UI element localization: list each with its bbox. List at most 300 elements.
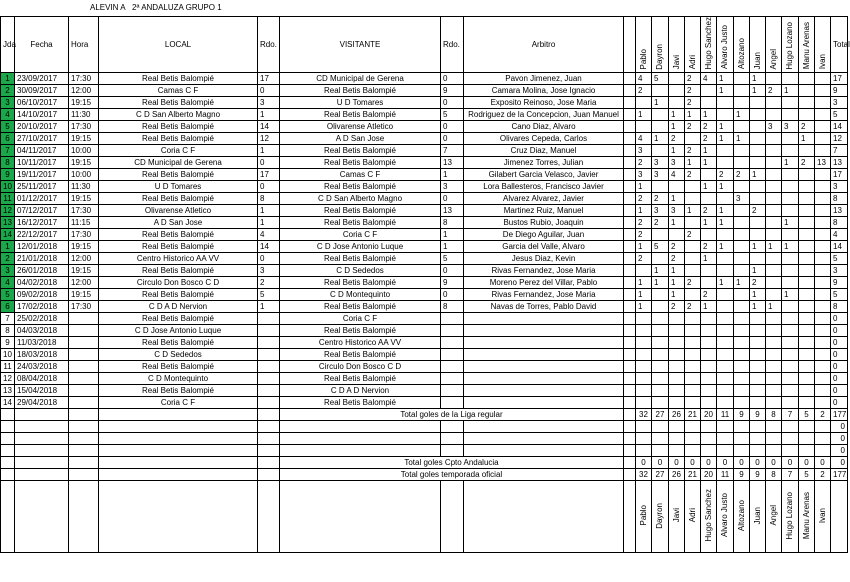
goals-cell: 1 xyxy=(750,241,766,253)
goals-cell xyxy=(766,217,782,229)
referee-cell: Olivares Cepeda, Carlos xyxy=(464,133,624,145)
goals-cell: 1 xyxy=(782,85,799,97)
goals-cell xyxy=(766,157,782,169)
goals-cell xyxy=(636,349,652,361)
empty-cell xyxy=(782,445,799,457)
goals-cell xyxy=(815,109,831,121)
goals-cell xyxy=(717,157,734,169)
goals-cell: 1 xyxy=(750,169,766,181)
goals-cell xyxy=(782,337,799,349)
visitor-team-cell: Real Betis Balompié xyxy=(280,109,441,121)
referee-cell: Exposito Reinoso, Jose Maria xyxy=(464,97,624,109)
row-total-cell: 0 xyxy=(831,349,848,361)
goals-cell: 2 xyxy=(685,85,701,97)
referee-cell: Gilabert Garcia Velasco, Javier xyxy=(464,169,624,181)
empty-cell xyxy=(258,421,280,433)
goals-cell: 1 xyxy=(717,205,734,217)
goals-cell xyxy=(815,169,831,181)
match-row xyxy=(1,289,848,301)
local-team-cell: Real Betis Balompié xyxy=(99,361,258,373)
goals-cell: 1 xyxy=(652,97,669,109)
goals-cell xyxy=(799,277,815,289)
col-player-10-label: Manu Arenas xyxy=(801,22,811,70)
referee-cell: Bustos Rubio, Joaquin xyxy=(464,217,624,229)
goals-cell xyxy=(685,337,701,349)
local-team-cell: CD Municipal de Gerena xyxy=(99,157,258,169)
empty-cell xyxy=(669,445,685,457)
match-table xyxy=(0,16,848,553)
match-row xyxy=(1,157,848,169)
goals-cell: 1 xyxy=(701,145,717,157)
goals-cell xyxy=(750,121,766,133)
visitor-score-cell xyxy=(441,373,464,385)
goals-cell xyxy=(734,313,750,325)
empty-cell xyxy=(258,433,280,445)
goals-cell xyxy=(685,217,701,229)
goals-cell xyxy=(652,313,669,325)
goals-cell xyxy=(652,301,669,313)
goals-cell: 1 xyxy=(701,301,717,313)
visitor-score-cell: 13 xyxy=(441,205,464,217)
goals-cell xyxy=(750,373,766,385)
goals-cell: 1 xyxy=(669,217,685,229)
goals-cell: 2 xyxy=(636,157,652,169)
goals-cell xyxy=(799,337,815,349)
goals-cell xyxy=(652,325,669,337)
empty-cell xyxy=(441,433,464,445)
goals-cell xyxy=(750,109,766,121)
goals-cell xyxy=(669,313,685,325)
empty-cell xyxy=(624,217,636,229)
footer-player-9 xyxy=(782,481,799,553)
jornada-cell: 6 xyxy=(1,301,15,313)
row-total-cell: 3 xyxy=(831,265,848,277)
goals-cell: 2 xyxy=(636,193,652,205)
goals-cell xyxy=(701,313,717,325)
goals-cell xyxy=(750,145,766,157)
visitor-score-cell: 0 xyxy=(441,265,464,277)
referee-cell: Moreno Perez del Villar, Pablo xyxy=(464,277,624,289)
match-row xyxy=(1,97,848,109)
empty-cell xyxy=(1,469,15,481)
empty-cell xyxy=(1,409,15,421)
goals-cell xyxy=(734,337,750,349)
total-goals-cell: 9 xyxy=(734,469,750,481)
goals-cell xyxy=(652,121,669,133)
goals-cell xyxy=(669,85,685,97)
col-player-9-label: Hugo Lozano xyxy=(785,21,794,70)
local-score-cell: 17 xyxy=(258,169,280,181)
empty-cell xyxy=(15,481,69,553)
empty-cell xyxy=(624,421,636,433)
empty-cell xyxy=(69,457,99,469)
local-team-cell: Circulo Don Bosco C D xyxy=(99,277,258,289)
visitor-team-cell: Olivarense Atletico xyxy=(280,121,441,133)
jornada-cell: 13 xyxy=(1,385,15,397)
col-player-6-label: Altozano xyxy=(736,38,746,70)
goals-cell xyxy=(782,205,799,217)
local-team-cell: C D A D Nervion xyxy=(99,301,258,313)
goals-cell: 2 xyxy=(669,133,685,145)
jornada-cell: 8 xyxy=(1,157,15,169)
goals-cell xyxy=(717,313,734,325)
goals-cell xyxy=(750,313,766,325)
col-rdo-local: Rdo. xyxy=(258,17,280,73)
col-player-8-label: Angel xyxy=(768,49,778,70)
empty-cell xyxy=(766,445,782,457)
local-team-cell: Real Betis Balompié xyxy=(99,97,258,109)
goals-cell xyxy=(717,289,734,301)
empty-cell xyxy=(652,421,669,433)
referee-cell: Cruz Diaz, Manuel xyxy=(464,145,624,157)
local-team-cell: Real Betis Balompié xyxy=(99,385,258,397)
empty-cell xyxy=(624,349,636,361)
visitor-score-cell xyxy=(441,385,464,397)
jornada-cell: 2 xyxy=(1,85,15,97)
goals-cell: 1 xyxy=(750,85,766,97)
local-score-cell: 1 xyxy=(258,205,280,217)
hora-cell: 19:15 xyxy=(69,157,99,169)
match-row xyxy=(1,277,848,289)
goals-cell: 1 xyxy=(685,157,701,169)
visitor-team-cell: Real Betis Balompié xyxy=(280,397,441,409)
goals-cell: 2 xyxy=(685,73,701,85)
goals-cell xyxy=(636,397,652,409)
local-score-cell: 0 xyxy=(258,181,280,193)
row-total-cell: 0 xyxy=(831,313,848,325)
goals-cell xyxy=(799,397,815,409)
goals-cell xyxy=(669,373,685,385)
goals-cell xyxy=(766,205,782,217)
visitor-team-cell: Real Betis Balompié xyxy=(280,373,441,385)
empty-cell xyxy=(799,433,815,445)
col-player-7 xyxy=(750,17,766,73)
goals-cell: 1 xyxy=(669,109,685,121)
goals-cell xyxy=(717,397,734,409)
footer-player-6-label: Altozano xyxy=(736,499,746,532)
goals-cell: 1 xyxy=(782,217,799,229)
goals-cell xyxy=(782,169,799,181)
goals-cell: 1 xyxy=(717,217,734,229)
total-goals-cell: 9 xyxy=(750,409,766,421)
goals-cell xyxy=(750,361,766,373)
goals-cell xyxy=(766,325,782,337)
local-score-cell xyxy=(258,349,280,361)
goals-cell xyxy=(652,385,669,397)
col-local: LOCAL xyxy=(99,17,258,73)
goals-cell: 2 xyxy=(636,85,652,97)
goals-cell: 2 xyxy=(636,217,652,229)
goals-cell xyxy=(717,301,734,313)
empty-cell xyxy=(99,457,258,469)
hora-cell: 11:30 xyxy=(69,181,99,193)
goals-cell xyxy=(815,361,831,373)
row-total-cell: 7 xyxy=(831,145,848,157)
footer-player-11 xyxy=(815,481,831,553)
goals-cell: 2 xyxy=(701,121,717,133)
goals-cell xyxy=(750,157,766,169)
fecha-cell: 08/04/2018 xyxy=(15,373,69,385)
local-score-cell: 5 xyxy=(258,289,280,301)
empty-cell xyxy=(1,421,15,433)
visitor-score-cell: 5 xyxy=(441,253,464,265)
hora-cell: 12:00 xyxy=(69,253,99,265)
goals-cell xyxy=(799,73,815,85)
goals-cell xyxy=(782,361,799,373)
total-goals-cell: 0 xyxy=(717,457,734,469)
empty-cell xyxy=(624,361,636,373)
empty-cell xyxy=(69,409,99,421)
jornada-cell: 7 xyxy=(1,145,15,157)
goals-cell xyxy=(734,289,750,301)
goals-cell xyxy=(815,325,831,337)
goals-cell: 2 xyxy=(652,217,669,229)
goals-cell: 2 xyxy=(685,145,701,157)
goals-cell: 5 xyxy=(652,73,669,85)
goals-cell xyxy=(669,337,685,349)
row-total-cell: 17 xyxy=(831,73,848,85)
blank-total-cell: 0 xyxy=(831,445,848,457)
fecha-cell: 11/03/2018 xyxy=(15,337,69,349)
total-goals-cell: 27 xyxy=(652,409,669,421)
match-row xyxy=(1,205,848,217)
fecha-cell: 16/12/2017 xyxy=(15,217,69,229)
goals-cell: 2 xyxy=(701,241,717,253)
col-player-4 xyxy=(701,17,717,73)
local-score-cell: 1 xyxy=(258,109,280,121)
total-goals-cell: 0 xyxy=(750,457,766,469)
hora-cell xyxy=(69,397,99,409)
liga-totals-row-label: Total goles de la Liga regular xyxy=(280,409,624,421)
empty-cell xyxy=(766,421,782,433)
goals-cell xyxy=(734,97,750,109)
visitor-score-cell: 0 xyxy=(441,121,464,133)
referee-cell xyxy=(464,337,624,349)
empty-cell xyxy=(624,253,636,265)
goals-cell: 1 xyxy=(701,253,717,265)
empty-cell xyxy=(69,445,99,457)
goals-cell xyxy=(766,373,782,385)
jornada-cell: 12 xyxy=(1,205,15,217)
goals-cell xyxy=(701,277,717,289)
total-goals-cell: 0 xyxy=(701,457,717,469)
goals-cell: 1 xyxy=(636,109,652,121)
goals-cell xyxy=(669,73,685,85)
empty-cell xyxy=(441,445,464,457)
local-score-cell: 1 xyxy=(258,217,280,229)
jornada-cell: 14 xyxy=(1,397,15,409)
row-total-cell: 9 xyxy=(831,277,848,289)
goals-cell: 3 xyxy=(652,157,669,169)
total-goals-cell: 0 xyxy=(636,457,652,469)
referee-cell xyxy=(464,325,624,337)
empty-cell xyxy=(15,469,69,481)
empty-cell xyxy=(624,109,636,121)
col-player-1-label: Dayron xyxy=(655,43,664,70)
goals-cell xyxy=(685,385,701,397)
goals-cell: 2 xyxy=(717,169,734,181)
visitor-score-cell: 7 xyxy=(441,145,464,157)
visitor-team-cell: Real Betis Balompié xyxy=(280,253,441,265)
empty-cell xyxy=(624,241,636,253)
local-score-cell: 1 xyxy=(258,301,280,313)
referee-cell: Cano Diaz, Alvaro xyxy=(464,121,624,133)
goals-cell xyxy=(685,313,701,325)
empty-cell xyxy=(464,481,624,553)
goals-cell: 1 xyxy=(782,289,799,301)
visitor-score-cell: 0 xyxy=(441,133,464,145)
local-score-cell: 12 xyxy=(258,133,280,145)
goals-cell xyxy=(766,397,782,409)
goals-cell xyxy=(701,373,717,385)
empty-cell xyxy=(280,481,441,553)
goals-cell xyxy=(766,289,782,301)
local-score-cell xyxy=(258,313,280,325)
hora-cell xyxy=(69,349,99,361)
goals-cell: 2 xyxy=(799,157,815,169)
hora-cell: 17:30 xyxy=(69,73,99,85)
goals-cell xyxy=(636,121,652,133)
goals-cell: 1 xyxy=(717,133,734,145)
goals-cell xyxy=(815,205,831,217)
row-total-cell: 0 xyxy=(831,361,848,373)
goals-cell xyxy=(815,373,831,385)
row-total-cell: 3 xyxy=(831,97,848,109)
local-team-cell: A D San Jose xyxy=(99,217,258,229)
goals-cell: 2 xyxy=(685,301,701,313)
row-total-cell: 0 xyxy=(831,397,848,409)
footer-player-8 xyxy=(766,481,782,553)
goals-cell xyxy=(815,253,831,265)
col-empty xyxy=(624,17,636,73)
goals-cell xyxy=(799,361,815,373)
goals-cell: 1 xyxy=(717,277,734,289)
empty-cell xyxy=(464,445,624,457)
jornada-cell: 1 xyxy=(1,73,15,85)
goals-cell: 3 xyxy=(782,121,799,133)
total-goals-cell: 8 xyxy=(766,409,782,421)
goals-cell xyxy=(669,325,685,337)
goals-cell xyxy=(799,325,815,337)
row-total-cell: 3 xyxy=(831,181,848,193)
goals-cell: 2 xyxy=(669,253,685,265)
local-team-cell: Real Betis Balompié xyxy=(99,73,258,85)
match-row xyxy=(1,109,848,121)
goals-cell: 1 xyxy=(717,181,734,193)
empty-cell xyxy=(624,457,636,469)
goals-cell xyxy=(750,97,766,109)
match-row xyxy=(1,349,848,361)
goals-cell xyxy=(815,313,831,325)
fecha-cell: 25/02/2018 xyxy=(15,313,69,325)
match-row xyxy=(1,325,848,337)
goals-cell: 3 xyxy=(652,205,669,217)
col-player-5 xyxy=(717,17,734,73)
goals-cell xyxy=(734,349,750,361)
goals-cell xyxy=(701,265,717,277)
goals-cell xyxy=(815,229,831,241)
local-team-cell: Coria C F xyxy=(99,397,258,409)
empty-cell xyxy=(258,481,280,553)
visitor-team-cell: Real Betis Balompié xyxy=(280,325,441,337)
empty-cell xyxy=(636,421,652,433)
empty-cell xyxy=(636,433,652,445)
visitor-team-cell: Real Betis Balompié xyxy=(280,85,441,97)
footer-names-row xyxy=(1,481,848,553)
goals-cell: 2 xyxy=(685,229,701,241)
goals-cell xyxy=(799,349,815,361)
hora-cell: 11:15 xyxy=(69,217,99,229)
goals-cell xyxy=(636,313,652,325)
footer-player-7 xyxy=(750,481,766,553)
goals-cell xyxy=(652,109,669,121)
goals-cell: 1 xyxy=(717,85,734,97)
goals-cell xyxy=(750,217,766,229)
local-team-cell: Real Betis Balompié xyxy=(99,265,258,277)
goals-cell: 1 xyxy=(669,265,685,277)
goals-cell: 1 xyxy=(636,181,652,193)
total-goals-cell: 5 xyxy=(799,409,815,421)
fecha-cell: 18/03/2018 xyxy=(15,349,69,361)
total-goals-cell: 2 xyxy=(815,409,831,421)
fecha-cell: 12/01/2018 xyxy=(15,241,69,253)
visitor-score-cell: 9 xyxy=(441,277,464,289)
goals-cell xyxy=(815,301,831,313)
referee-cell xyxy=(464,385,624,397)
goals-cell xyxy=(652,349,669,361)
goals-cell xyxy=(815,349,831,361)
empty-cell xyxy=(624,85,636,97)
empty-cell xyxy=(624,325,636,337)
row-total-cell: 17 xyxy=(831,169,848,181)
jornada-cell: 6 xyxy=(1,133,15,145)
row-total-cell: 5 xyxy=(831,289,848,301)
footer-player-8-label: Angel xyxy=(768,505,778,526)
local-team-cell: Real Betis Balompié xyxy=(99,169,258,181)
row-total-cell: 5 xyxy=(831,253,848,265)
goals-cell xyxy=(815,121,831,133)
goals-cell xyxy=(782,181,799,193)
empty-cell xyxy=(782,433,799,445)
goals-cell xyxy=(766,169,782,181)
local-team-cell: C D Montequinto xyxy=(99,373,258,385)
goals-cell: 2 xyxy=(750,277,766,289)
goals-cell xyxy=(734,229,750,241)
goals-cell xyxy=(669,181,685,193)
blank-row xyxy=(1,433,848,445)
visitor-score-cell xyxy=(441,313,464,325)
goals-cell xyxy=(685,361,701,373)
match-row xyxy=(1,169,848,181)
goals-cell xyxy=(799,241,815,253)
match-row xyxy=(1,253,848,265)
goals-cell: 1 xyxy=(782,241,799,253)
visitor-score-cell: 1 xyxy=(441,241,464,253)
total-goals-cell: 11 xyxy=(717,409,734,421)
total-goals-cell: 26 xyxy=(669,469,685,481)
total-goals-cell: 9 xyxy=(750,469,766,481)
visitor-team-cell: Real Betis Balompié xyxy=(280,217,441,229)
goals-cell: 3 xyxy=(669,205,685,217)
fecha-cell: 21/01/2018 xyxy=(15,253,69,265)
goals-cell xyxy=(815,397,831,409)
goals-cell xyxy=(701,385,717,397)
total-goals-cell: 0 xyxy=(734,457,750,469)
goals-cell xyxy=(734,121,750,133)
goals-cell: 1 xyxy=(750,73,766,85)
jornada-cell: 11 xyxy=(1,361,15,373)
goals-cell: 1 xyxy=(734,109,750,121)
